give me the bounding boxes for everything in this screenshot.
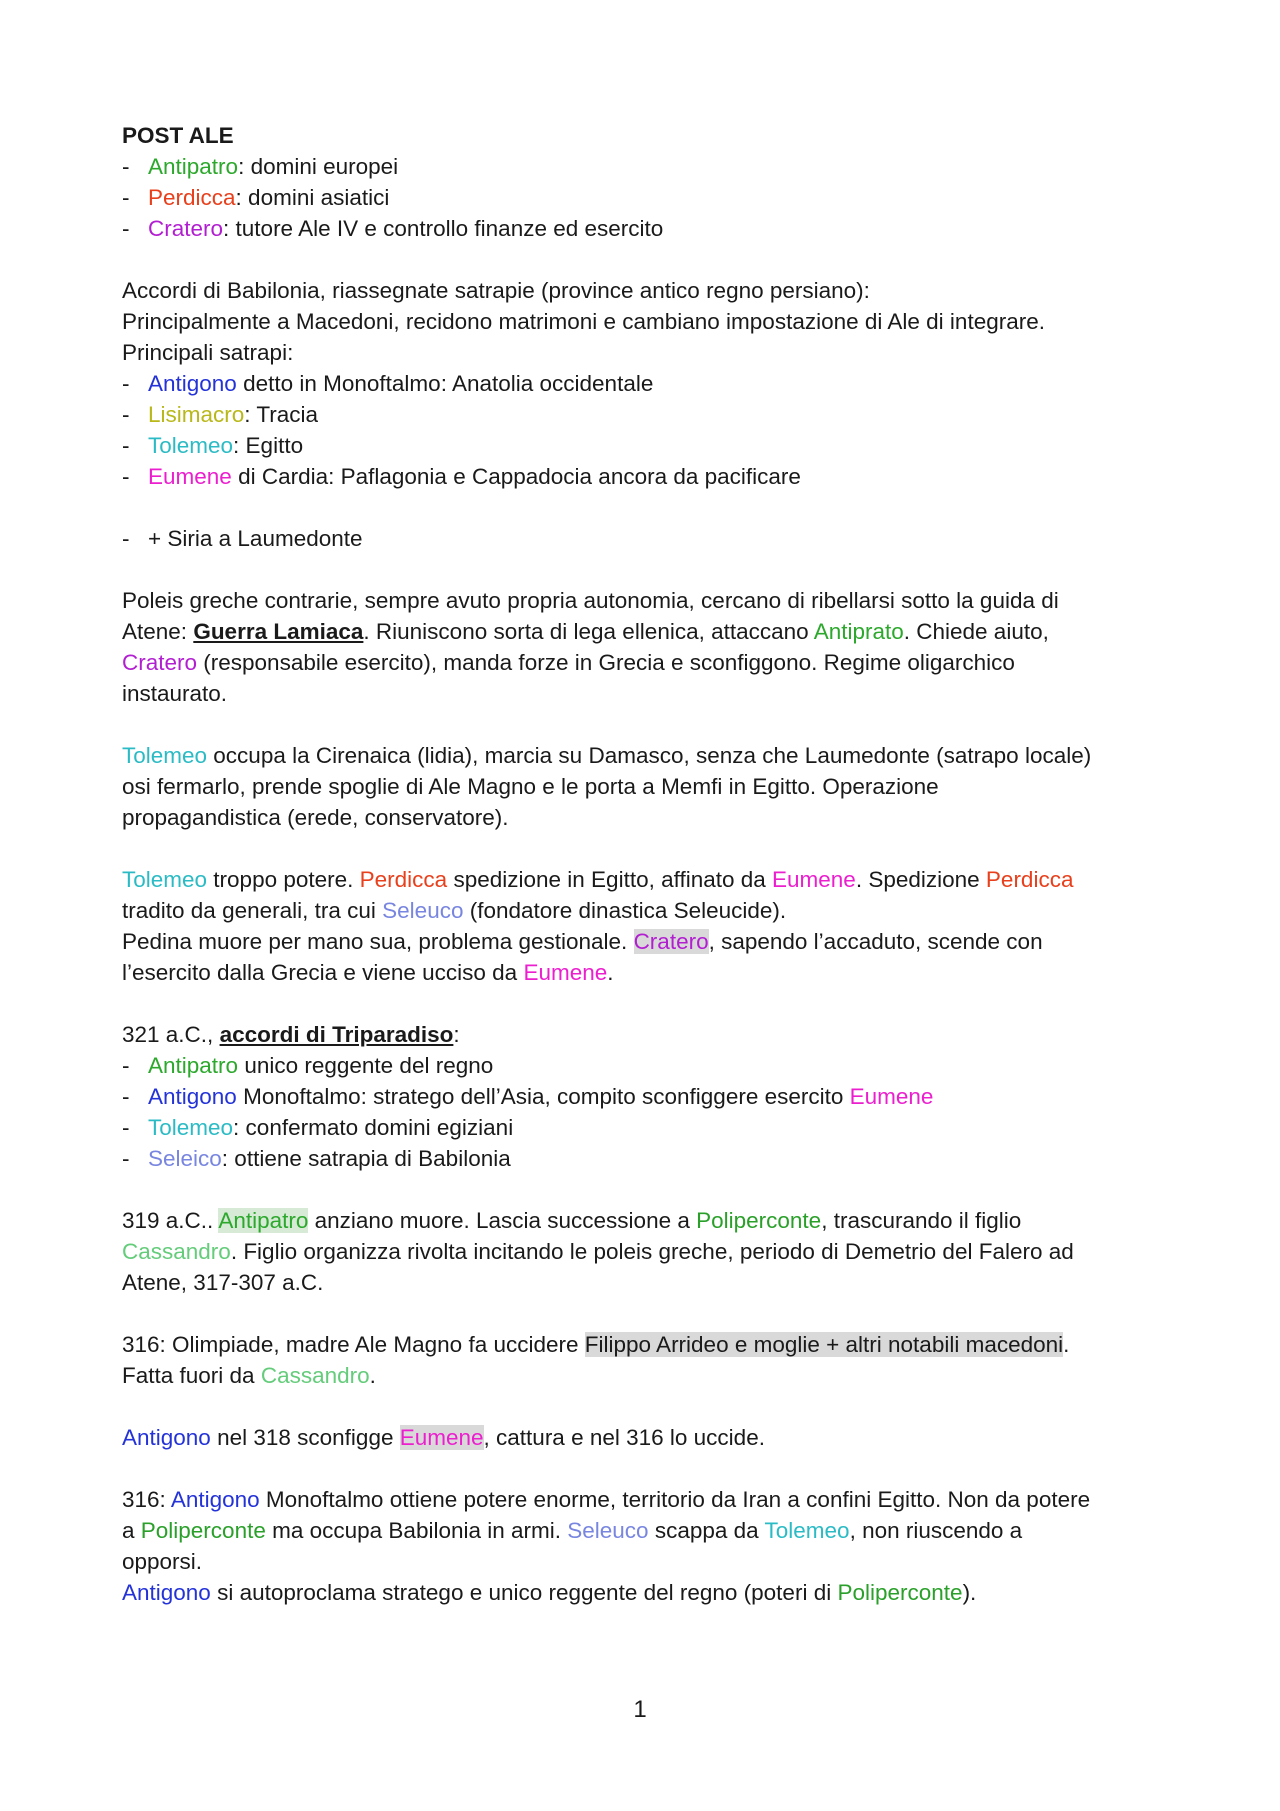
text-line xyxy=(122,616,1182,647)
text-segment: : xyxy=(453,1022,460,1047)
text-segment: anziano muore. Lascia successione a xyxy=(308,1208,697,1233)
name-eumene: Eumene xyxy=(523,960,608,985)
name-tolemeo: Tolemeo xyxy=(122,867,208,892)
name-antigono: Antigono xyxy=(148,371,237,396)
name-eumene: Eumene xyxy=(849,1084,934,1109)
text-segment: troppo potere. xyxy=(207,867,360,892)
name-cratero: Cratero xyxy=(122,650,198,675)
blank-line xyxy=(122,833,1182,864)
text-line xyxy=(122,1329,1182,1360)
blank-line xyxy=(122,554,1182,585)
name-tolemeo: Tolemeo xyxy=(148,1115,234,1140)
text-segment: : confermato domini egiziani xyxy=(233,1115,514,1140)
text-segment: . Chiede aiuto, xyxy=(903,619,1049,644)
name-cratero: Cratero xyxy=(148,216,224,241)
text-segment: . xyxy=(1063,1332,1070,1357)
text-segment: instaurato. xyxy=(122,681,228,706)
bullet-item xyxy=(122,213,1182,244)
name-perdicca: Perdicca xyxy=(985,867,1074,892)
bullet-item xyxy=(122,461,1182,492)
text-segment: : tutore Ale IV e controllo finanze ed esercito xyxy=(223,216,664,241)
name-perdicca: Perdicca xyxy=(148,185,236,210)
text-segment: : domini europei xyxy=(238,154,399,179)
name-seleuco: Seleuco xyxy=(382,898,464,923)
name-seleuco: Seleuco xyxy=(567,1518,649,1543)
text-segment: ). xyxy=(962,1580,977,1605)
highlighted-text-segment: Filippo Arrideo e moglie + altri notabili macedoni xyxy=(584,1332,1064,1357)
text-line xyxy=(122,864,1182,895)
text-segment: (fondatore dinastica Seleucide). xyxy=(463,898,787,923)
bullet-item xyxy=(122,1112,1182,1143)
text-segment: + Siria a Laumedonte xyxy=(148,526,363,551)
name-eumene: Eumene xyxy=(772,867,856,892)
bullet-item xyxy=(122,151,1182,182)
name-seleuco: Seleico xyxy=(148,1146,222,1171)
text-segment: : Egitto xyxy=(233,433,304,458)
text-segment: tradito da generali, tra cui xyxy=(122,898,383,923)
text-segment: di Cardia: Paflagonia e Cappadocia ancora da pacificare xyxy=(231,464,801,489)
name-cassandro: Cassandro xyxy=(122,1239,231,1264)
text-line xyxy=(122,895,1182,926)
blank-line xyxy=(122,492,1182,523)
bullet-item xyxy=(122,430,1182,461)
text-segment: Atene, 317-307 a.C. xyxy=(122,1270,324,1295)
bullet-item xyxy=(122,1081,1182,1112)
name-antigono: Antigono xyxy=(122,1580,211,1605)
text-line xyxy=(122,771,1182,802)
text-segment: Monoftalmo ottiene potere enorme, territorio da Iran a confini Egitto. Non da potere xyxy=(259,1487,1091,1512)
blank-line xyxy=(122,1298,1182,1329)
text-line xyxy=(122,740,1182,771)
name-tolemeo: Tolemeo xyxy=(148,433,234,458)
text-segment: Monoftalmo: stratego dell’Asia, compito sconfiggere esercito xyxy=(236,1084,850,1109)
text-segment: . Figlio organizza rivolta incitando le poleis greche, periodo di Demetrio del Falero ad xyxy=(230,1239,1074,1264)
text-segment: 316: Olimpiade, madre Ale Magno fa uccidere xyxy=(122,1332,585,1357)
text-segment: (responsabile esercito), manda forze in Grecia e sconfiggono. Regime oligarchico xyxy=(197,650,1015,675)
text-segment: unico reggente del regno xyxy=(238,1053,494,1078)
text-line xyxy=(122,1484,1182,1515)
name-tolemeo: Tolemeo xyxy=(122,743,208,768)
blank-line xyxy=(122,244,1182,275)
name-poliperconte: Poliperconte xyxy=(837,1580,963,1605)
text-segment: opporsi. xyxy=(122,1549,203,1574)
blank-line xyxy=(122,1174,1182,1205)
text-line xyxy=(122,306,1182,337)
text-segment: , non riuscendo a xyxy=(849,1518,1023,1543)
blank-line xyxy=(122,1453,1182,1484)
section-title: POST ALE xyxy=(122,123,234,148)
text-line xyxy=(122,1515,1182,1546)
bullet-item xyxy=(122,182,1182,213)
name-poliperconte: Poliperconte xyxy=(140,1518,266,1543)
name-eumene: Eumene xyxy=(148,464,232,489)
text-segment: , trascurando il figlio xyxy=(821,1208,1022,1233)
text-line xyxy=(122,120,1182,151)
text-segment: occupa la Cirenaica (lidia), marcia su Damasco, senza che Laumedonte (satrapo locale) xyxy=(207,743,1092,768)
text-segment: 316: xyxy=(122,1487,171,1512)
text-segment: nel 318 sconfigge xyxy=(210,1425,400,1450)
bullet-item xyxy=(122,1050,1182,1081)
highlighted-name-cratero: Cratero xyxy=(633,929,709,954)
text-line xyxy=(122,1422,1182,1453)
page-number: 1 xyxy=(633,1696,647,1723)
text-line xyxy=(122,275,1182,306)
text-line xyxy=(122,1577,1182,1608)
blank-line xyxy=(122,1391,1182,1422)
text-segment: 321 a.C., xyxy=(122,1022,220,1047)
text-segment: ma occupa Babilonia in armi. xyxy=(265,1518,568,1543)
text-segment: a xyxy=(122,1518,141,1543)
name-perdicca: Perdicca xyxy=(359,867,448,892)
text-line xyxy=(122,647,1182,678)
text-line xyxy=(122,1019,1182,1050)
text-segment: scappa da xyxy=(648,1518,765,1543)
text-line xyxy=(122,802,1182,833)
name-poliperconte: Poliperconte xyxy=(696,1208,822,1233)
blank-line xyxy=(122,988,1182,1019)
name-antigono: Antigono xyxy=(170,1487,260,1512)
text-line xyxy=(122,1546,1182,1577)
bullet-item xyxy=(122,523,1182,554)
text-segment: : domini asiatici xyxy=(235,185,390,210)
name-antipatro: Antipatro xyxy=(148,1053,239,1078)
text-line xyxy=(122,585,1182,616)
text-segment: detto in Monoftalmo: Anatolia occidentale xyxy=(236,371,654,396)
text-line xyxy=(122,1236,1182,1267)
underlined-heading: accordi di Triparadiso xyxy=(219,1022,454,1047)
text-segment: . Spedizione xyxy=(855,867,986,892)
highlighted-name-antipatro: Antipatro xyxy=(218,1208,309,1233)
name-lisimacro: Lisimacro xyxy=(148,402,245,427)
text-segment: : Tracia xyxy=(244,402,319,427)
text-line xyxy=(122,1360,1182,1391)
text-line xyxy=(122,957,1182,988)
bullet-item xyxy=(122,1143,1182,1174)
name-antipatro: Antipatro xyxy=(148,154,239,179)
text-segment: , cattura e nel 316 lo uccide. xyxy=(483,1425,765,1450)
text-segment: : ottiene satrapia di Babilonia xyxy=(221,1146,511,1171)
text-line xyxy=(122,337,1182,368)
text-line xyxy=(122,678,1182,709)
name-antipatro: Antiprato xyxy=(813,619,904,644)
text-line xyxy=(122,1267,1182,1298)
text-segment: Pedina muore per mano sua, problema gestionale. xyxy=(122,929,634,954)
text-line xyxy=(122,1205,1182,1236)
highlighted-name-eumene: Eumene xyxy=(399,1425,484,1450)
text-segment: propagandistica (erede, conservatore). xyxy=(122,805,509,830)
text-segment: si autoproclama stratego e unico reggente del regno (poteri di xyxy=(210,1580,838,1605)
text-segment: osi fermarlo, prende spoglie di Ale Magno e le porta a Memfi in Egitto. Operazione xyxy=(122,774,939,799)
name-antigono: Antigono xyxy=(122,1425,211,1450)
text-segment: . xyxy=(607,960,614,985)
text-segment: . xyxy=(369,1363,376,1388)
name-tolemeo: Tolemeo xyxy=(764,1518,850,1543)
text-segment: , sapendo l’accaduto, scende con xyxy=(708,929,1043,954)
text-segment: spedizione in Egitto, affinato da xyxy=(447,867,773,892)
name-antigono: Antigono xyxy=(148,1084,237,1109)
text-segment: Principali satrapi: xyxy=(122,340,294,365)
text-segment: Principalmente a Macedoni, recidono matrimoni e cambiano impostazione di Ale di integrare. xyxy=(122,309,1045,334)
bullet-item xyxy=(122,399,1182,430)
text-segment: Poleis greche contrarie, sempre avuto propria autonomia, cercano di ribellarsi sotto la guida di xyxy=(122,588,1059,613)
document-body xyxy=(122,120,1182,1608)
text-segment: l’esercito dalla Grecia e viene ucciso da xyxy=(122,960,524,985)
text-line xyxy=(122,926,1182,957)
name-cassandro: Cassandro xyxy=(260,1363,370,1388)
text-segment: Accordi di Babilonia, riassegnate satrapie (province antico regno persiano): xyxy=(122,278,870,303)
blank-line xyxy=(122,709,1182,740)
text-segment: Fatta fuori da xyxy=(122,1363,261,1388)
text-segment: . Riuniscono sorta di lega ellenica, attaccano xyxy=(363,619,814,644)
text-segment: 319 a.C.. xyxy=(122,1208,219,1233)
bullet-item xyxy=(122,368,1182,399)
text-segment: Atene: xyxy=(122,619,194,644)
underlined-heading: Guerra Lamiaca xyxy=(193,619,364,644)
